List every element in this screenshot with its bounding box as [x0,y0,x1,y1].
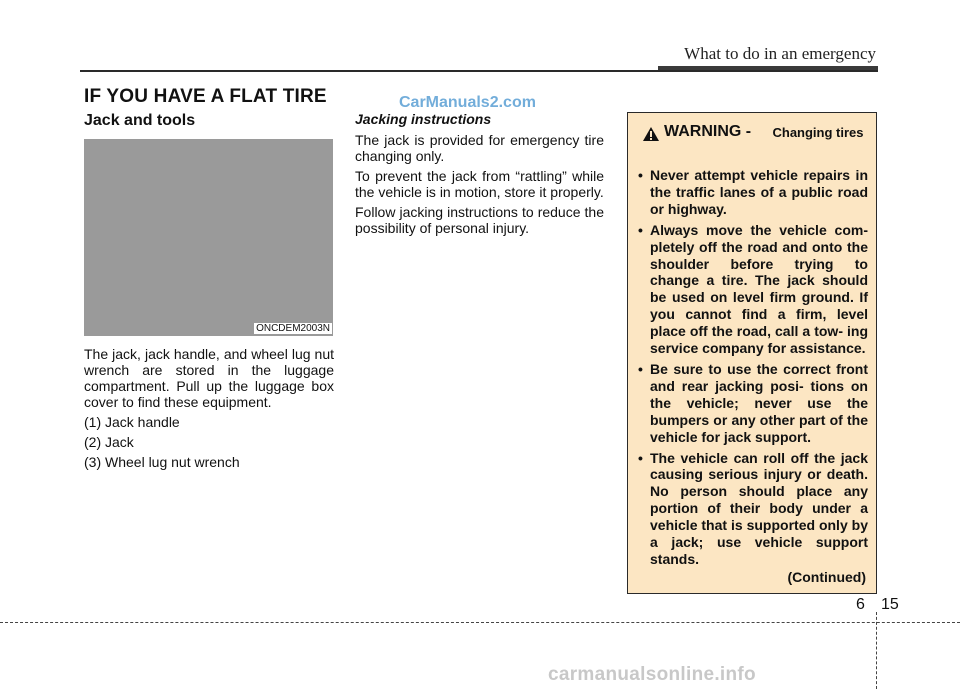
list-item: (3) Wheel lug nut wrench [84,454,240,470]
jack-and-tools-heading: Jack and tools [84,112,196,129]
warning-item: • Never attempt vehicle repairs in the traffic lanes of a public road or highway. [638,167,868,217]
warning-item: • Be sure to use the correct front and rear jacking posi- tions on the vehicle; never use the bumpers or any other part of the vehicle for jack support. [638,360,868,445]
warning-title: WARNING - [664,123,752,140]
footer-divider [876,612,877,689]
page-number: 15 [881,596,899,613]
running-header: What to do in an emergency [684,44,876,63]
bullet: • [638,360,643,377]
list-item: (1) Jack handle [84,414,180,430]
watermark-link[interactable]: CarManuals2.com [399,94,536,111]
warning-list [638,167,868,572]
warning-header [628,123,876,167]
photo-code: ONCDEM2003N [256,323,330,334]
list-item: (2) Jack [84,434,134,450]
jacking-instructions-heading: Jacking instructions [355,111,492,127]
jack-tools-paragraph: The jack, jack handle, and wheel lug nut wrench are stored in the luggage compartment. Pull up the luggage box cover to find these equipment. [84,346,334,410]
chapter-number: 6 [856,596,865,613]
warning-item: • The vehicle can roll off the jack causing serious injury or death. No person should place any portion of their body under a vehicle that is supported only by a jack; use vehicle support stands. [638,449,868,567]
continued-label: (Continued) [787,569,866,585]
header-line [80,70,878,72]
site-watermark: carmanualsonline.info [548,664,756,685]
bullet: • [638,221,643,238]
jacking-instructions-text [355,132,604,240]
paragraph: The jack is provided for emergency tire changing only. [355,132,604,164]
paragraph: Follow jacking instructions to reduce the possibility of personal injury. [355,204,604,236]
warning-subtitle: Changing tires [772,125,864,140]
bullet: • [638,167,643,183]
bullet: • [638,449,643,466]
jack-tools-photo [84,139,333,336]
paragraph: To prevent the jack from “rattling” while the vehicle is in motion, store it properly. [355,168,604,200]
section-title: IF YOU HAVE A FLAT TIRE [84,86,327,107]
warning-item: • Always move the vehicle com- pletely off the road and onto the shoulder before trying to change a tire. The jack should be used on level firm ground. If you cannot find a firm, level place off the road, call a tow- ing service company for assistance. [638,221,868,357]
warning-box [627,112,877,594]
warning-triangle-icon [642,126,660,142]
jack-tools-text [84,346,334,474]
footer-line [0,622,960,623]
